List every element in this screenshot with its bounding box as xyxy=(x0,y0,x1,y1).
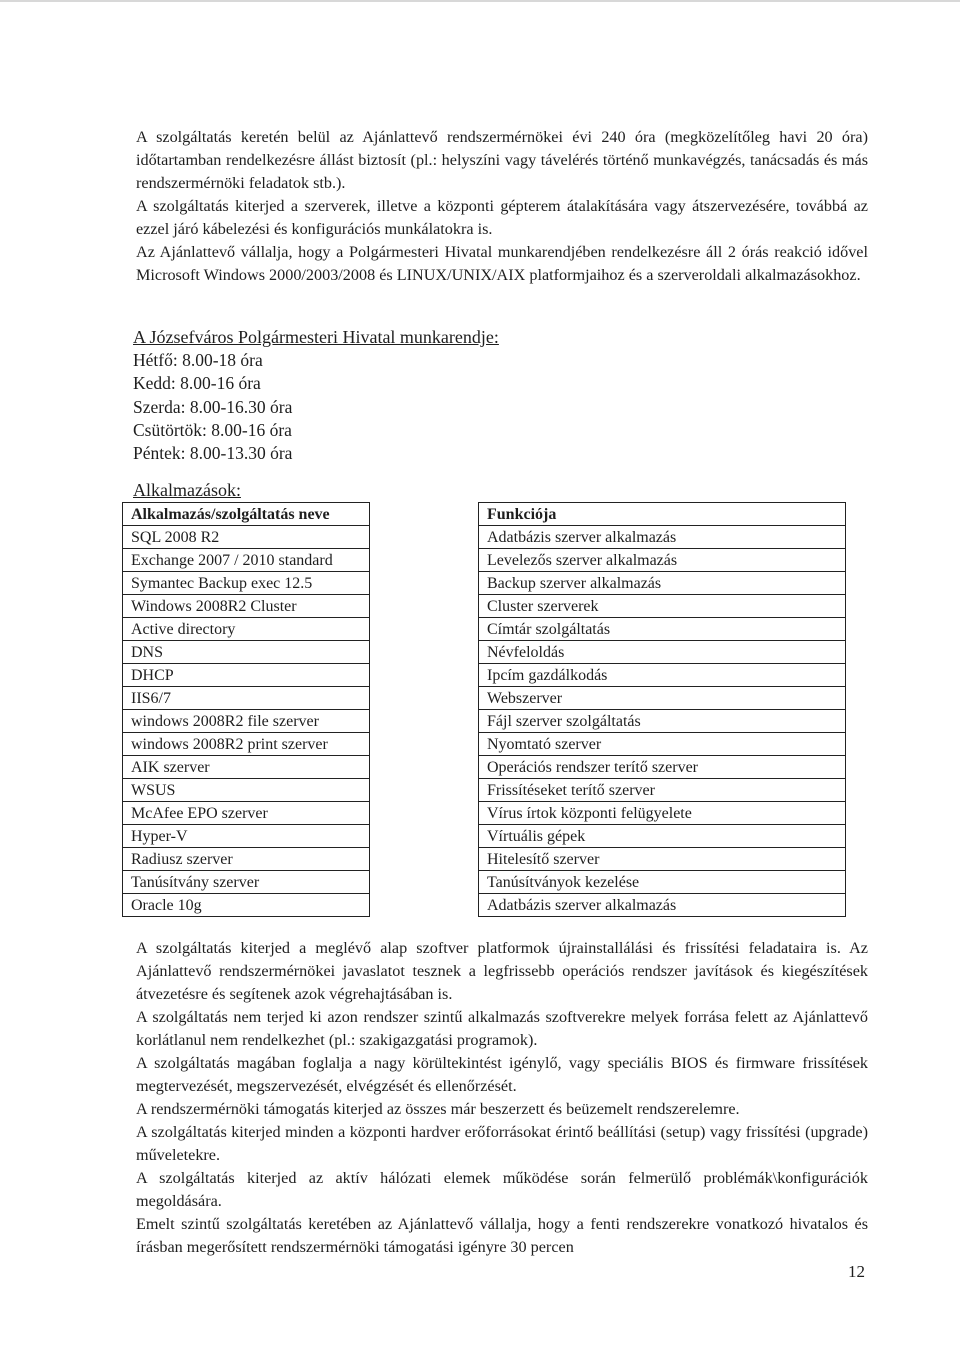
application-function-cell: Ipcím gazdálkodás xyxy=(479,664,846,687)
application-function-cell: Névfeloldás xyxy=(479,641,846,664)
table-header-row xyxy=(123,503,846,526)
table-row xyxy=(123,595,846,618)
application-function-cell: Hitelesítő szerver xyxy=(479,848,846,871)
application-name-cell: WSUS xyxy=(123,779,370,802)
application-function-cell: Vírus írtok központi felügyelete xyxy=(479,802,846,825)
table-row xyxy=(123,572,846,595)
application-name-cell: Oracle 10g xyxy=(123,894,370,917)
application-name-cell: Exchange 2007 / 2010 standard xyxy=(123,549,370,572)
table-row xyxy=(123,710,846,733)
application-function-cell: Cluster szerverek xyxy=(479,595,846,618)
application-name-cell: SQL 2008 R2 xyxy=(123,526,370,549)
schedule-day-monday: Hétfő: 8.00-18 óra xyxy=(133,350,263,370)
schedule-day-wednesday: Szerda: 8.00-16.30 óra xyxy=(133,396,293,417)
schedule-day-tuesday: Kedd: 8.00-16 óra xyxy=(133,373,261,394)
table-row xyxy=(123,549,846,572)
closing-paragraph-1: A szolgáltatás kiterjed a meglévő alap szoftver platformok újrainstallálási és frissítési feladataira is. Az Ajánlattevő rendszermérnökei javaslatot tesznek a legfrissebb operációs rendszer javítások és kiegészítések átvezetésre és segítenek azok végrehajtásában is. xyxy=(136,939,868,1003)
table-row xyxy=(123,733,846,756)
schedule-day-thursday: Csütörtök: 8.00-16 óra xyxy=(133,419,292,440)
application-name-cell: Windows 2008R2 Cluster xyxy=(123,595,370,618)
application-function-cell: Operációs rendszer terítő szerver xyxy=(479,756,846,779)
page-top-edge xyxy=(0,0,960,2)
schedule-day-friday: Péntek: 8.00-13.30 óra xyxy=(133,443,293,464)
closing-paragraph-3: A szolgáltatás magában foglalja a nagy körültekintést igénylő, vagy speciális BIOS és firmware frissítések megtervezését, megszervezését, elvégzését és ellenőrzését. xyxy=(136,1054,868,1095)
page-number: 12 xyxy=(848,1262,865,1281)
table-row xyxy=(123,687,846,710)
application-name-cell: windows 2008R2 file szerver xyxy=(123,710,370,733)
closing-paragraph-2: A szolgáltatás nem terjed ki azon rendszer szintű alkalmazás szoftverekre melyek forrása felett az Ajánlattevő korlátlanul nem rendelkezhet (pl.: szakigazgatási programok). xyxy=(136,1008,868,1049)
table-row xyxy=(123,894,846,917)
table-row xyxy=(123,664,846,687)
application-name-cell: Symantec Backup exec 12.5 xyxy=(123,572,370,595)
column-header-function: Funkciója xyxy=(479,503,846,526)
application-name-cell: Radiusz szerver xyxy=(123,848,370,871)
application-name-cell: Active directory xyxy=(123,618,370,641)
application-function-cell: Nyomtató szerver xyxy=(479,733,846,756)
applications-table xyxy=(122,502,846,917)
application-name-cell: AIK szerver xyxy=(123,756,370,779)
table-row xyxy=(123,526,846,549)
intro-paragraph-1: A szolgáltatás keretén belül az Ajánlattevő rendszermérnökei évi 240 óra (megközelítőleg havi 20 óra) időtartamban rendelkezésre állást biztosít (pl.: helyszíni vagy távelérés történő munkavégzés, tanácsadás és más rendszermérnöki feladatok stb.). xyxy=(136,128,868,192)
application-name-cell: McAfee EPO szerver xyxy=(123,802,370,825)
closing-paragraph-4: A rendszermérnöki támogatás kiterjed az összes már beszerzett és beüzemelt rendszerelemre. xyxy=(136,1100,740,1118)
application-function-cell: Tanúsítványok kezelése xyxy=(479,871,846,894)
table-row xyxy=(123,825,846,848)
applications-heading: Alkalmazások: xyxy=(133,480,241,500)
work-schedule-heading: A Józsefváros Polgármesteri Hivatal munkarendje: xyxy=(133,327,499,347)
application-function-cell: Webszerver xyxy=(479,687,846,710)
application-function-cell: Címtár szolgáltatás xyxy=(479,618,846,641)
table-row xyxy=(123,618,846,641)
application-function-cell: Adatbázis szerver alkalmazás xyxy=(479,526,846,549)
application-name-cell: DNS xyxy=(123,641,370,664)
table-row xyxy=(123,802,846,825)
application-name-cell: DHCP xyxy=(123,664,370,687)
table-row xyxy=(123,756,846,779)
column-header-name: Alkalmazás/szolgáltatás neve xyxy=(123,503,370,526)
application-name-cell: IIS6/7 xyxy=(123,687,370,710)
application-name-cell: Tanúsítvány szerver xyxy=(123,871,370,894)
table-row xyxy=(123,779,846,802)
application-function-cell: Levelezős szerver alkalmazás xyxy=(479,549,846,572)
table-row xyxy=(123,641,846,664)
application-function-cell: Backup szerver alkalmazás xyxy=(479,572,846,595)
application-function-cell: Frissítéseket terítő szerver xyxy=(479,779,846,802)
closing-paragraph-6: A szolgáltatás kiterjed az aktív hálózati elemek működése során felmerülő problémák\konfigurációk megoldására. xyxy=(136,1169,868,1210)
closing-paragraph-7: Emelt szintű szolgáltatás keretében az Ajánlattevő vállalja, hogy a fenti rendszerekre vonatkozó hivatalos és írásban megerősített rendszermérnöki támogatási igényre 30 percen xyxy=(136,1215,868,1256)
application-function-cell: Fájl szerver szolgáltatás xyxy=(479,710,846,733)
table-row xyxy=(123,848,846,871)
application-function-cell: Adatbázis szerver alkalmazás xyxy=(479,894,846,917)
table-row xyxy=(123,871,846,894)
application-name-cell: windows 2008R2 print szerver xyxy=(123,733,370,756)
closing-paragraph-5: A szolgáltatás kiterjed minden a központi hardver erőforrásokat érintő beállítási (setup) vagy frissítési (upgrade) műveletekre. xyxy=(136,1123,868,1164)
application-function-cell: Vírtuális gépek xyxy=(479,825,846,848)
intro-paragraph-2: A szolgáltatás kiterjed a szerverek, illetve a központi gépterem átalakítására vagy átszervezésére, továbbá az ezzel járó kábelezési és konfigurációs munkálatokra is. xyxy=(136,197,868,238)
work-schedule-list xyxy=(133,349,292,465)
intro-paragraph-3: Az Ajánlattevő vállalja, hogy a Polgármesteri Hivatal munkarendjében rendelkezésre áll 2 órás reakció idővel Microsoft Windows 2000/2003/2008 és LINUX/UNIX/AIX platformjaihoz és a szerveroldali alkalmazásokhoz. xyxy=(136,243,868,284)
application-name-cell: Hyper-V xyxy=(123,825,370,848)
